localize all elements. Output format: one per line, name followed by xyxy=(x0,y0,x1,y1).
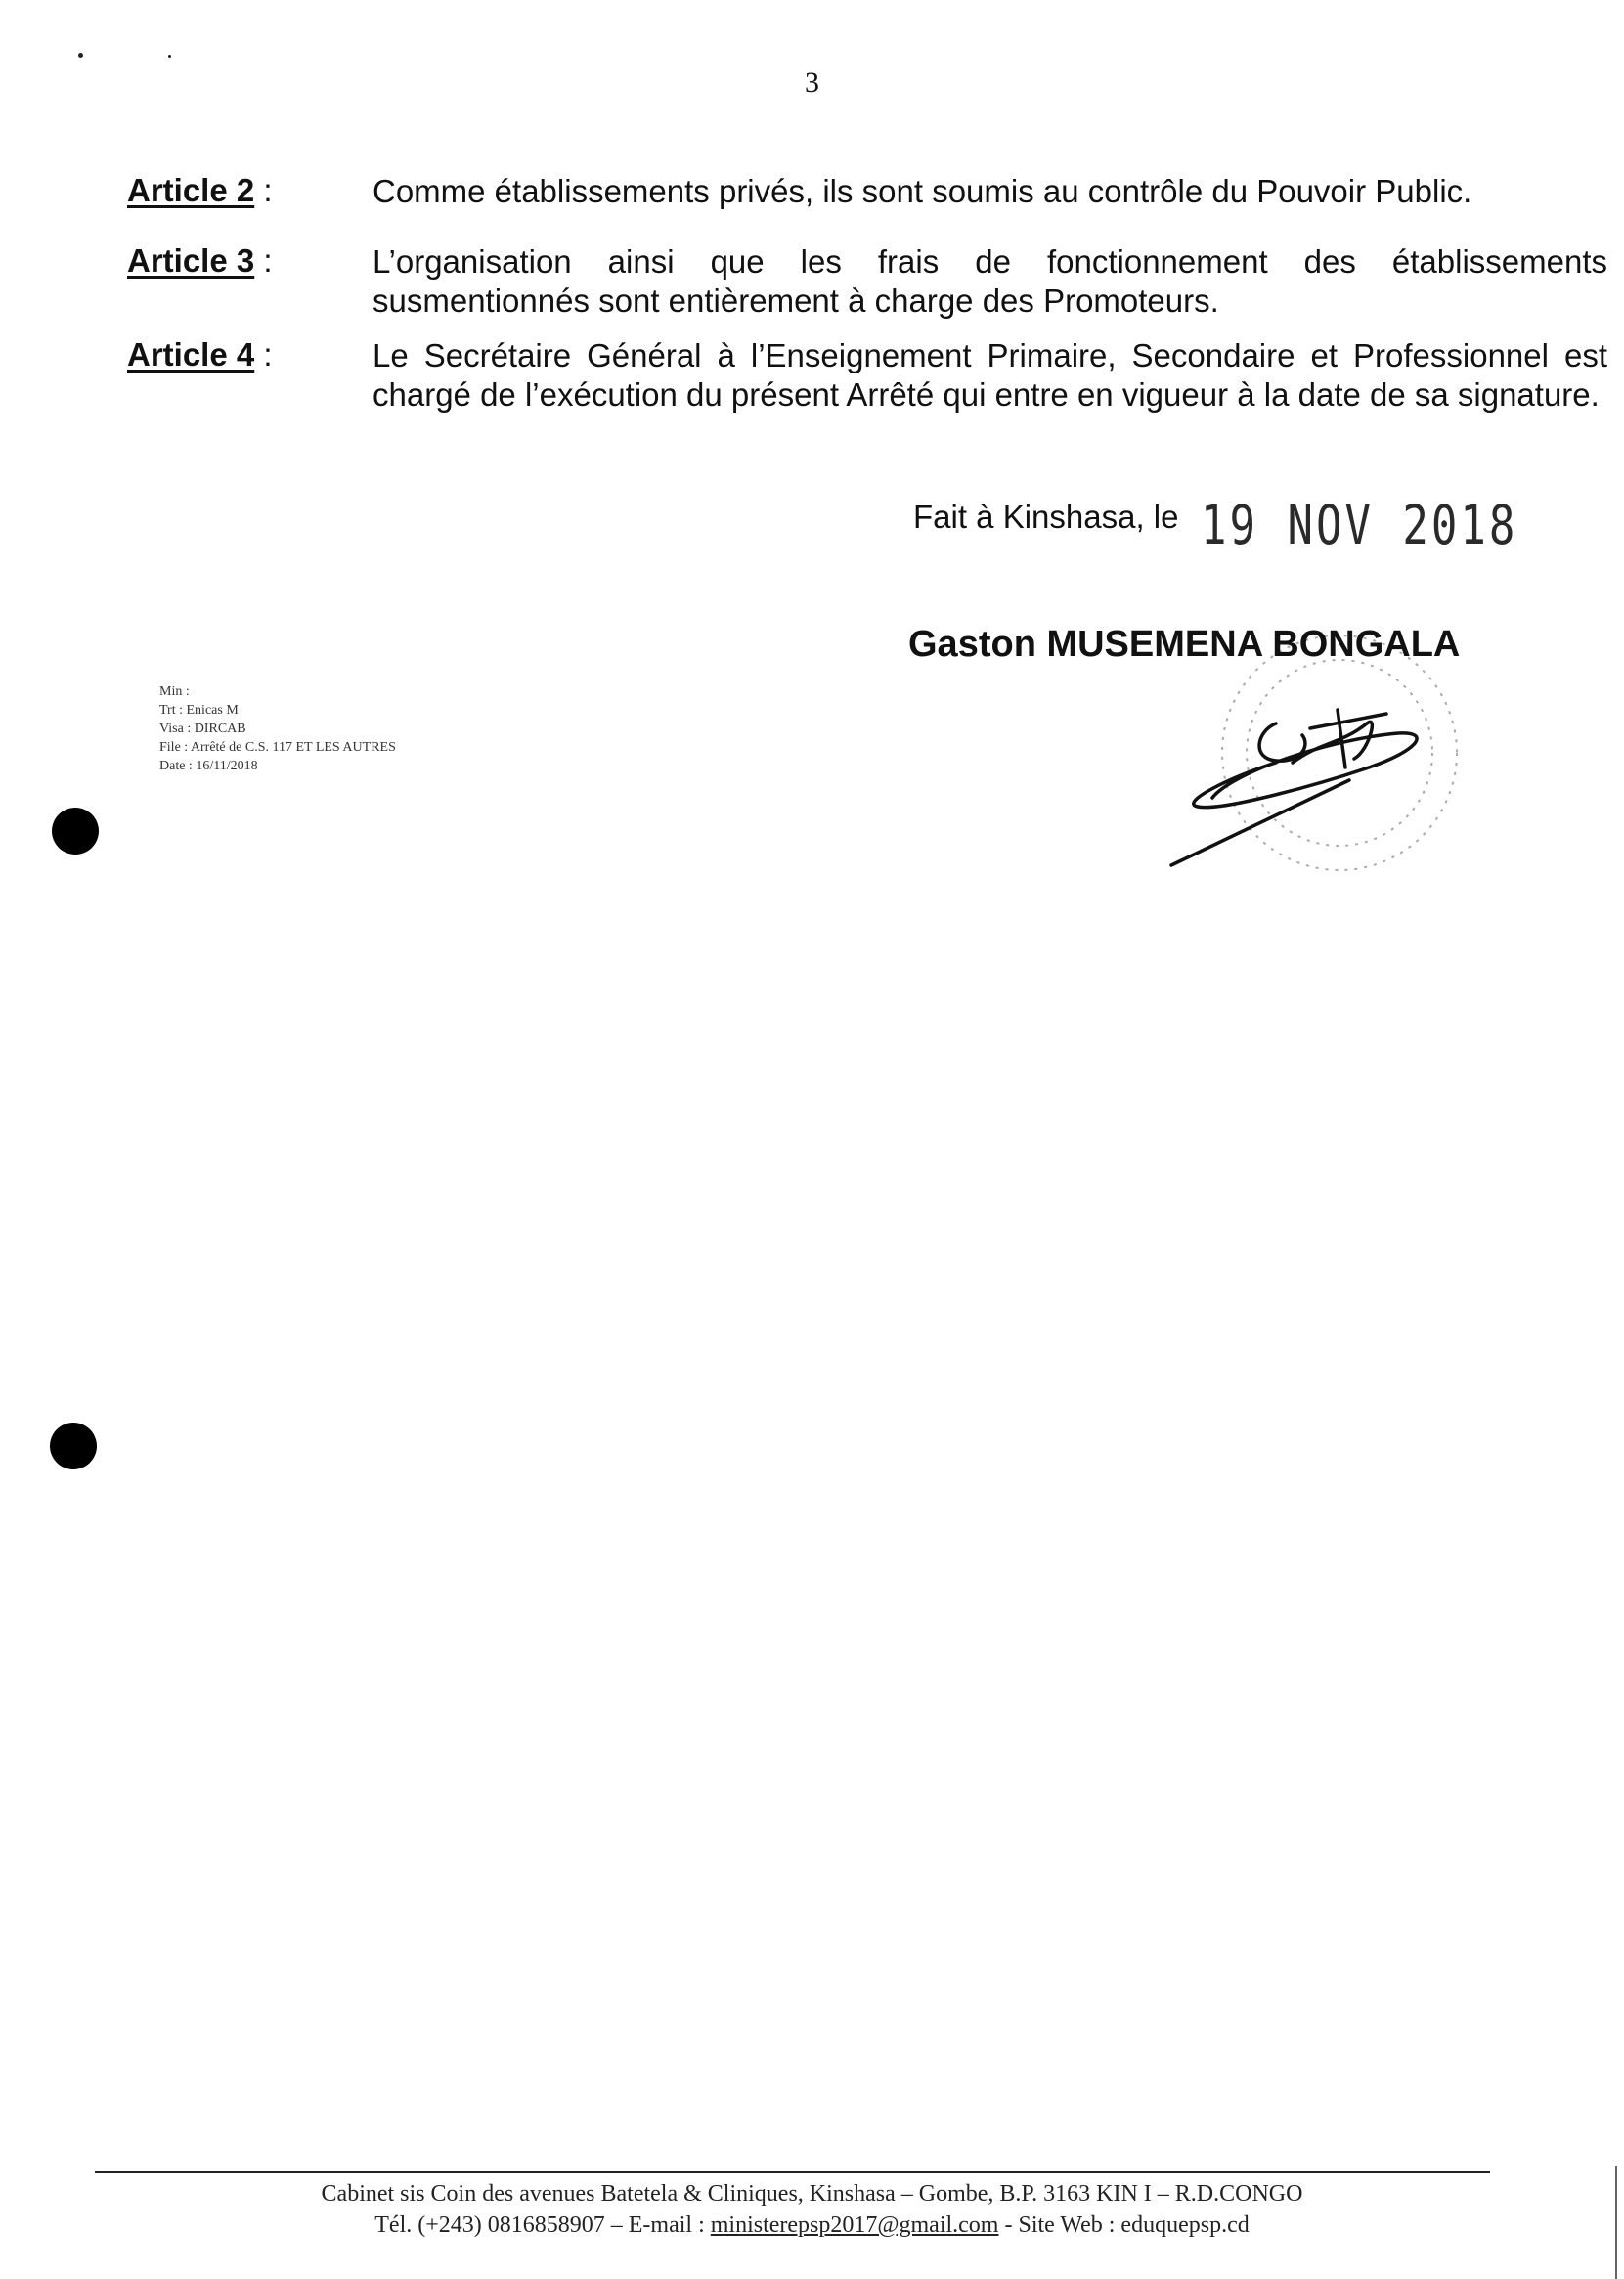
article-heading xyxy=(127,242,273,280)
footer xyxy=(0,2178,1624,2241)
article-3 xyxy=(127,242,1607,325)
article-name: Article 3 xyxy=(127,242,255,279)
article-text: Comme établissements privés, ils sont soumis au contrôle du Pouvoir Public. xyxy=(373,173,1472,209)
article-heading xyxy=(127,172,273,209)
ref-min: Min : xyxy=(159,684,190,699)
scan-speck xyxy=(78,53,83,58)
signatory-name: Gaston MUSEMENA BONGALA xyxy=(908,624,1461,665)
punch-hole xyxy=(52,808,99,855)
scan-edge xyxy=(1615,2166,1617,2279)
ref-file: File : Arrêté de C.S. 117 ET LES AUTRES xyxy=(159,740,396,755)
page-number: 3 xyxy=(805,66,819,99)
place-date-label: Fait à Kinshasa, le xyxy=(913,499,1179,535)
article-name: Article 4 xyxy=(127,336,255,373)
reference-block xyxy=(159,682,396,775)
ref-trt: Trt : Enicas M xyxy=(159,703,239,718)
footer-email-link[interactable]: ministerepsp2017@gmail.com xyxy=(710,2213,999,2238)
article-separator: : xyxy=(254,172,273,208)
article-text: Le Secrétaire Général à l’Enseignement Primaire, Secondaire et Professionnel est chargé de l’exécution du présent Arrêté qui entre en vigueur à la date de sa signature. xyxy=(373,337,1607,413)
scan-speck xyxy=(168,55,171,58)
article-4 xyxy=(127,336,1607,458)
footer-tel: Tél. (+243) 0816858907 – E-mail : xyxy=(374,2213,711,2238)
signature-and-seal xyxy=(1075,567,1486,880)
ref-visa: Visa : DIRCAB xyxy=(159,722,246,736)
article-2 xyxy=(127,172,1486,219)
article-name: Article 2 xyxy=(127,172,255,208)
stamped-date: 19 NOV 2018 xyxy=(1201,495,1518,557)
footer-website: - Site Web : eduquepsp.cd xyxy=(998,2213,1250,2238)
article-heading xyxy=(127,336,273,373)
footer-address: Cabinet sis Coin des avenues Batetela & Cliniques, Kinshasa – Gombe, B.P. 3163 KIN I – R.D.CONGO xyxy=(321,2181,1303,2207)
article-separator: : xyxy=(254,242,273,279)
punch-hole xyxy=(50,1423,97,1469)
footer-rule xyxy=(95,2171,1490,2173)
article-separator: : xyxy=(254,336,273,373)
footer-contact xyxy=(0,2210,1624,2241)
article-text: L’organisation ainsi que les frais de fonctionnement des établissements susmentionnés sont entièrement à charge des Promoteurs. xyxy=(373,243,1607,319)
ref-date: Date : 16/11/2018 xyxy=(159,759,258,773)
